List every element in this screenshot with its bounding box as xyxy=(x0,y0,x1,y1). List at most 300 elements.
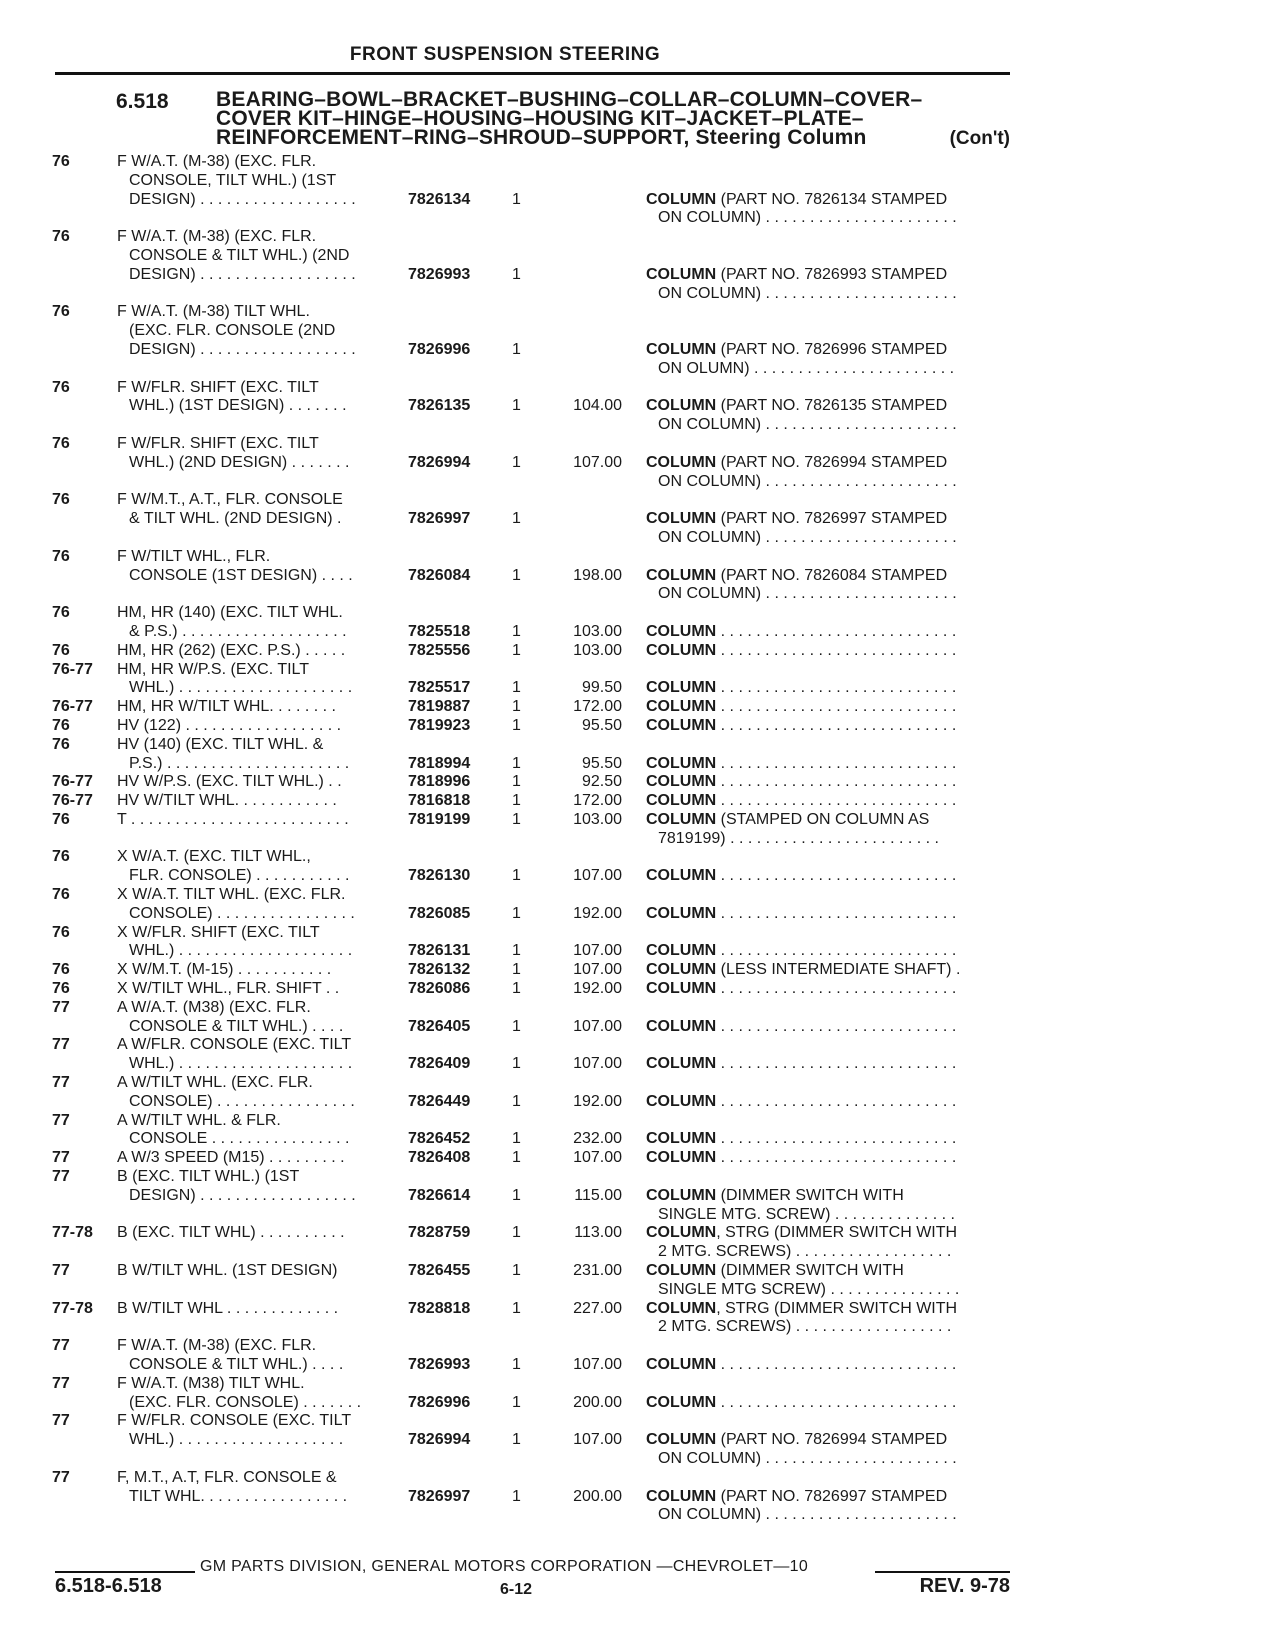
model-year: 77 xyxy=(52,1468,70,1486)
application-description xyxy=(117,924,387,962)
application-description xyxy=(117,811,387,830)
part-name-line: ON OLUMN) . . . . . . . . . . . . . . . . . . . . . . . xyxy=(658,359,955,377)
description-line: WHL.) . . . . . . . . . . . . . . . . . . . xyxy=(129,1431,344,1449)
price: 99.50 xyxy=(581,679,622,697)
part-name xyxy=(646,1093,1008,1112)
description-line: CONSOLE (1ST DESIGN) . . . . xyxy=(129,566,353,584)
part-name xyxy=(646,1055,1008,1074)
description-line: HM, HR (262) (EXC. P.S.) . . . . . xyxy=(117,641,346,659)
part-name-line: ON COLUMN) . . . . . . . . . . . . . . . . . . . . . . xyxy=(658,284,957,302)
quantity: 1 xyxy=(512,698,521,716)
table-row xyxy=(0,435,1280,491)
price: 192.00 xyxy=(573,1092,622,1110)
part-name xyxy=(646,454,1008,492)
application-description xyxy=(117,999,387,1037)
description-line: X W/A.T. (EXC. TILT WHL., xyxy=(117,848,311,866)
header-rule xyxy=(55,72,1010,75)
application-description xyxy=(117,491,387,529)
model-year: 76 xyxy=(52,491,70,509)
price: 107.00 xyxy=(573,1017,622,1035)
model-year: 76 xyxy=(52,434,70,452)
part-name-line: COLUMN (LESS INTERMEDIATE SHAFT) . xyxy=(646,961,961,979)
table-row xyxy=(0,999,1280,1037)
description-line: F W/A.T. (M-38) (EXC. FLR. xyxy=(117,153,317,170)
part-name-line: COLUMN (PART NO. 7826996 STAMPED xyxy=(646,340,948,358)
quantity: 1 xyxy=(512,754,521,772)
description-line: A W/TILT WHL. (EXC. FLR. xyxy=(117,1074,313,1092)
model-year: 77 xyxy=(52,1262,70,1280)
quantity: 1 xyxy=(512,792,521,810)
part-name xyxy=(646,698,1008,717)
table-row xyxy=(0,1337,1280,1375)
description-line: A W/A.T. (M38) (EXC. FLR. xyxy=(117,998,311,1016)
model-year: 76 xyxy=(52,641,70,659)
description-line: F W/A.T. (M-38) (EXC. FLR. xyxy=(117,228,317,246)
table-row xyxy=(0,698,1280,717)
description-line: F W/TILT WHL., FLR. xyxy=(117,547,271,565)
part-name-line: COLUMN . . . . . . . . . . . . . . . . . . . . . . . . . . . xyxy=(646,1092,957,1110)
description-line: CONSOLE) . . . . . . . . . . . . . . . . xyxy=(129,1092,355,1110)
part-name-line: COLUMN . . . . . . . . . . . . . . . . . . . . . . . . . . . xyxy=(646,716,957,734)
price: 198.00 xyxy=(573,566,622,584)
part-name xyxy=(646,642,1008,661)
model-year: 77 xyxy=(52,1149,70,1167)
description-line: A W/3 SPEED (M15) . . . . . . . . . xyxy=(117,1149,345,1167)
part-name-line: COLUMN (PART NO. 7826997 STAMPED xyxy=(646,1487,948,1505)
table-row xyxy=(0,1112,1280,1150)
description-line: F W/FLR. CONSOLE (EXC. TILT xyxy=(117,1412,352,1430)
model-year: 76 xyxy=(52,228,70,246)
quantity: 1 xyxy=(512,961,521,979)
part-number: 7819199 xyxy=(408,810,471,828)
part-number: 7826993 xyxy=(408,1356,471,1373)
part-name xyxy=(646,1431,1008,1469)
description-line: P.S.) . . . . . . . . . . . . . . . . . . . . . xyxy=(129,754,350,772)
price: 104.00 xyxy=(573,397,622,415)
model-year: 76-77 xyxy=(52,792,93,810)
part-name-line: ON COLUMN) . . . . . . . . . . . . . . . . . . . . . . xyxy=(658,416,957,434)
application-description xyxy=(117,642,387,661)
part-name-line: ON COLUMN) . . . . . . . . . . . . . . . . . . . . . . xyxy=(658,528,957,546)
quantity: 1 xyxy=(512,1130,521,1148)
part-name-line: SINGLE MTG. SCREW) . . . . . . . . . . . . . . xyxy=(658,1205,955,1223)
application-description xyxy=(117,1375,387,1413)
part-number: 7826996 xyxy=(408,340,471,358)
quantity: 1 xyxy=(512,1149,521,1167)
application-description xyxy=(117,661,387,699)
quantity: 1 xyxy=(512,340,521,358)
description-line: & P.S.) . . . . . . . . . . . . . . . . . . . xyxy=(129,622,347,640)
quantity: 1 xyxy=(512,942,521,960)
description-line: HM, HR W/P.S. (EXC. TILT xyxy=(117,660,310,678)
quantity: 1 xyxy=(512,1055,521,1073)
application-description xyxy=(117,1168,387,1206)
part-name xyxy=(646,623,1008,642)
description-line: WHL.) (1ST DESIGN) . . . . . . . xyxy=(129,397,347,415)
part-name xyxy=(646,1488,1008,1526)
model-year: 76 xyxy=(52,923,70,941)
model-year: 77 xyxy=(52,1374,70,1392)
application-description xyxy=(117,1112,387,1150)
table-row xyxy=(0,980,1280,999)
part-name-line: COLUMN (DIMMER SWITCH WITH xyxy=(646,1186,904,1204)
footer-page-number: 6-12 xyxy=(500,1581,533,1598)
part-name xyxy=(646,266,1008,304)
model-year: 77 xyxy=(52,1074,70,1092)
part-number: 7826996 xyxy=(408,1393,471,1411)
footer-revision: REV. 9-78 xyxy=(919,1575,1010,1597)
model-year: 76-77 xyxy=(52,698,93,716)
part-name-line: COLUMN . . . . . . . . . . . . . . . . . . . . . . . . . . . xyxy=(646,679,957,697)
part-name-line: COLUMN . . . . . . . . . . . . . . . . . . . . . . . . . . . xyxy=(646,773,957,791)
description-line: B (EXC. TILT WHL) . . . . . . . . . . xyxy=(117,1224,345,1242)
price: 227.00 xyxy=(573,1299,622,1317)
parts-list xyxy=(0,153,1280,1525)
price: 107.00 xyxy=(573,1055,622,1073)
description-line: B (EXC. TILT WHL.) (1ST xyxy=(117,1168,300,1186)
description-line: F W/A.T. (M38) TILT WHL. xyxy=(117,1374,305,1392)
table-row xyxy=(0,1375,1280,1413)
quantity: 1 xyxy=(512,773,521,791)
table-row xyxy=(0,1224,1280,1262)
part-name-line: COLUMN . . . . . . . . . . . . . . . . . . . . . . . . . . . xyxy=(646,980,957,998)
description-line: CONSOLE) . . . . . . . . . . . . . . . . xyxy=(129,904,355,922)
description-line: B W/TILT WHL . . . . . . . . . . . . . xyxy=(117,1299,339,1317)
quantity: 1 xyxy=(512,641,521,659)
part-number: 7816818 xyxy=(408,792,471,810)
model-year: 77 xyxy=(52,1412,70,1430)
description-line: CONSOLE & TILT WHL.) . . . . xyxy=(129,1356,344,1373)
quantity: 1 xyxy=(512,716,521,734)
price: 107.00 xyxy=(573,961,622,979)
application-description xyxy=(117,773,387,792)
part-number: 7825517 xyxy=(408,679,471,697)
part-number: 7828818 xyxy=(408,1299,471,1317)
quantity: 1 xyxy=(512,867,521,885)
part-name xyxy=(646,1130,1008,1149)
description-line: WHL.) . . . . . . . . . . . . . . . . . . . . xyxy=(129,942,353,960)
table-row xyxy=(0,717,1280,736)
model-year: 76 xyxy=(52,735,70,753)
table-row xyxy=(0,548,1280,604)
description-line: HV W/P.S. (EXC. TILT WHL.) . . xyxy=(117,773,342,791)
section-title-line-2: COVER KIT–HINGE–HOUSING–HOUSING KIT–JACKET–PLATE– xyxy=(216,107,864,130)
part-number: 7818996 xyxy=(408,773,471,791)
part-name xyxy=(646,1394,1008,1413)
description-line: CONSOLE & TILT WHL.) . . . . xyxy=(129,1017,344,1035)
application-description xyxy=(117,717,387,736)
model-year: 76 xyxy=(52,153,70,170)
table-row xyxy=(0,811,1280,849)
quantity: 1 xyxy=(512,1487,521,1505)
price: 115.00 xyxy=(574,1186,622,1204)
price: 192.00 xyxy=(573,904,622,922)
part-name-line: COLUMN . . . . . . . . . . . . . . . . . . . . . . . . . . . xyxy=(646,641,957,659)
price: 192.00 xyxy=(573,980,622,998)
price: 107.00 xyxy=(573,867,622,885)
quantity: 1 xyxy=(512,1224,521,1242)
description-line: F W/FLR. SHIFT (EXC. TILT xyxy=(117,434,319,452)
model-year: 76 xyxy=(52,810,70,828)
quantity: 1 xyxy=(512,679,521,697)
part-name-line: COLUMN (PART NO. 7826134 STAMPED xyxy=(646,190,948,208)
table-row xyxy=(0,303,1280,378)
part-name-line: ON COLUMN) . . . . . . . . . . . . . . . . . . . . . . xyxy=(658,1506,957,1524)
description-line: F W/M.T., A.T., FLR. CONSOLE xyxy=(117,491,343,509)
part-name xyxy=(646,1187,1008,1225)
model-year: 76 xyxy=(52,848,70,866)
description-line: DESIGN) . . . . . . . . . . . . . . . . . . xyxy=(129,190,356,208)
application-description xyxy=(117,1036,387,1074)
part-name-line: COLUMN . . . . . . . . . . . . . . . . . . . . . . . . . . . xyxy=(646,698,957,716)
quantity: 1 xyxy=(512,904,521,922)
part-name-line: COLUMN . . . . . . . . . . . . . . . . . . . . . . . . . . . xyxy=(646,622,957,640)
part-name-line: COLUMN (PART NO. 7826994 STAMPED xyxy=(646,1431,948,1449)
table-row xyxy=(0,1412,1280,1468)
application-description xyxy=(117,1412,387,1450)
part-name xyxy=(646,1149,1008,1168)
price: 107.00 xyxy=(573,1356,622,1373)
footer-corporation: GM PARTS DIVISION, GENERAL MOTORS CORPORATION —CHEVROLET—10 xyxy=(200,1558,809,1575)
part-name xyxy=(646,191,1008,229)
table-row xyxy=(0,1262,1280,1300)
price: 107.00 xyxy=(573,453,622,471)
application-description xyxy=(117,435,387,473)
table-row xyxy=(0,661,1280,699)
description-line: X W/M.T. (M-15) . . . . . . . . . . . xyxy=(117,961,332,979)
part-name-line: COLUMN (PART NO. 7826997 STAMPED xyxy=(646,510,948,528)
part-number: 7826130 xyxy=(408,867,471,885)
application-description xyxy=(117,886,387,924)
description-line: X W/TILT WHL., FLR. SHIFT . . xyxy=(117,980,340,998)
part-name-line: ON COLUMN) . . . . . . . . . . . . . . . . . . . . . . xyxy=(658,1449,957,1467)
quantity: 1 xyxy=(512,1186,521,1204)
description-line: A W/FLR. CONSOLE (EXC. TILT xyxy=(117,1036,352,1054)
application-description xyxy=(117,980,387,999)
part-number: 7826993 xyxy=(408,265,471,283)
price: 113.00 xyxy=(574,1224,622,1242)
description-line: DESIGN) . . . . . . . . . . . . . . . . . . xyxy=(129,340,356,358)
description-line: CONSOLE, TILT WHL.) (1ST xyxy=(129,171,337,189)
quantity: 1 xyxy=(512,453,521,471)
description-line: WHL.) . . . . . . . . . . . . . . . . . . . . xyxy=(129,1055,353,1073)
part-name xyxy=(646,811,1008,849)
table-row xyxy=(0,642,1280,661)
price: 95.50 xyxy=(581,716,622,734)
part-name-line: COLUMN . . . . . . . . . . . . . . . . . . . . . . . . . . . xyxy=(646,942,957,960)
quantity: 1 xyxy=(512,510,521,528)
description-line: (EXC. FLR. CONSOLE (2ND xyxy=(129,322,336,340)
description-line: A W/TILT WHL. & FLR. xyxy=(117,1111,281,1129)
description-line: CONSOLE . . . . . . . . . . . . . . . . xyxy=(129,1130,350,1148)
model-year: 76 xyxy=(52,378,70,396)
part-number: 7826085 xyxy=(408,904,471,922)
part-name xyxy=(646,905,1008,924)
application-description xyxy=(117,228,387,284)
table-row xyxy=(0,1168,1280,1224)
footer-rule-left xyxy=(55,1571,195,1573)
application-description xyxy=(117,1074,387,1112)
description-line: X W/A.T. TILT WHL. (EXC. FLR. xyxy=(117,886,346,904)
part-number: 7826994 xyxy=(408,1431,471,1449)
part-number: 7826084 xyxy=(408,566,471,584)
table-row xyxy=(0,773,1280,792)
part-name xyxy=(646,510,1008,548)
table-row xyxy=(0,1036,1280,1074)
part-number: 7826994 xyxy=(408,453,471,471)
application-description xyxy=(117,698,387,717)
application-description xyxy=(117,1149,387,1168)
quantity: 1 xyxy=(512,622,521,640)
quantity: 1 xyxy=(512,566,521,584)
quantity: 1 xyxy=(512,265,521,283)
price: 103.00 xyxy=(573,810,622,828)
price: 200.00 xyxy=(573,1393,622,1411)
part-name-line: ON COLUMN) . . . . . . . . . . . . . . . . . . . . . . xyxy=(658,209,957,227)
section-title xyxy=(216,90,1006,147)
part-name xyxy=(646,1300,1008,1338)
application-description xyxy=(117,153,387,209)
part-number: 7826405 xyxy=(408,1017,471,1035)
part-name xyxy=(646,792,1008,811)
description-line: F W/A.T. (M-38) TILT WHL. xyxy=(117,303,310,321)
model-year: 76 xyxy=(52,980,70,998)
table-row xyxy=(0,228,1280,303)
table-row xyxy=(0,1300,1280,1338)
part-name-line: COLUMN . . . . . . . . . . . . . . . . . . . . . . . . . . . xyxy=(646,1356,957,1373)
model-year: 76 xyxy=(52,303,70,321)
price: 107.00 xyxy=(573,942,622,960)
price: 107.00 xyxy=(573,1431,622,1449)
part-name-line: COLUMN (DIMMER SWITCH WITH xyxy=(646,1262,904,1280)
part-number: 7826408 xyxy=(408,1149,471,1167)
part-name xyxy=(646,1224,1008,1262)
quantity: 1 xyxy=(512,1431,521,1449)
quantity: 1 xyxy=(512,1017,521,1035)
part-number: 7826131 xyxy=(408,942,471,960)
part-number: 7818994 xyxy=(408,754,471,772)
price: 103.00 xyxy=(573,622,622,640)
price: 200.00 xyxy=(573,1487,622,1505)
quantity: 1 xyxy=(512,1299,521,1317)
description-line: CONSOLE & TILT WHL.) (2ND xyxy=(129,246,350,264)
quantity: 1 xyxy=(512,810,521,828)
part-number: 7826997 xyxy=(408,1487,471,1505)
description-line: TILT WHL. . . . . . . . . . . . . . . . . xyxy=(129,1487,348,1505)
application-description xyxy=(117,1337,387,1375)
model-year: 76 xyxy=(52,547,70,565)
part-name-line: COLUMN . . . . . . . . . . . . . . . . . . . . . . . . . . . xyxy=(646,867,957,885)
model-year: 77-78 xyxy=(52,1299,93,1317)
application-description xyxy=(117,1300,387,1319)
description-line: DESIGN) . . . . . . . . . . . . . . . . . . xyxy=(129,1186,356,1204)
part-name-line: COLUMN . . . . . . . . . . . . . . . . . . . . . . . . . . . xyxy=(646,904,957,922)
model-year: 77 xyxy=(52,1036,70,1054)
table-row xyxy=(0,961,1280,980)
application-description xyxy=(117,792,387,811)
part-name-line: COLUMN, STRG (DIMMER SWITCH WITH xyxy=(646,1224,958,1242)
application-description xyxy=(117,548,387,586)
description-line: WHL.) . . . . . . . . . . . . . . . . . . . . xyxy=(129,679,353,697)
quantity: 1 xyxy=(512,1393,521,1411)
description-line: HV (122) . . . . . . . . . . . . . . . . . . xyxy=(117,716,342,734)
part-number: 7819923 xyxy=(408,716,471,734)
model-year: 76-77 xyxy=(52,660,93,678)
description-line: (EXC. FLR. CONSOLE) . . . . . . . xyxy=(129,1393,362,1411)
application-description xyxy=(117,1469,387,1507)
model-year: 77-78 xyxy=(52,1224,93,1242)
part-number: 7826997 xyxy=(408,510,471,528)
part-name xyxy=(646,1356,1008,1375)
part-name-line: COLUMN . . . . . . . . . . . . . . . . . . . . . . . . . . . xyxy=(646,1055,957,1073)
application-description xyxy=(117,1224,387,1243)
part-name xyxy=(646,942,1008,961)
model-year: 76 xyxy=(52,961,70,979)
section-title-line-1: BEARING–BOWL–BRACKET–BUSHING–COLLAR–COLUMN–COVER– xyxy=(216,88,923,111)
part-name-line: COLUMN . . . . . . . . . . . . . . . . . . . . . . . . . . . xyxy=(646,1393,957,1411)
description-line: B W/TILT WHL. (1ST DESIGN) xyxy=(117,1262,338,1280)
part-name-line: ON COLUMN) . . . . . . . . . . . . . . . . . . . . . . xyxy=(658,585,957,603)
part-name xyxy=(646,773,1008,792)
part-name-line: ON COLUMN) . . . . . . . . . . . . . . . . . . . . . . xyxy=(658,472,957,490)
part-name-line: 7819199) . . . . . . . . . . . . . . . . . . . . . . . . xyxy=(658,829,939,847)
price: 172.00 xyxy=(573,792,622,810)
quantity: 1 xyxy=(512,190,521,208)
application-description xyxy=(117,303,387,359)
part-number: 7825556 xyxy=(408,641,471,659)
model-year: 77 xyxy=(52,998,70,1016)
model-year: 76-77 xyxy=(52,773,93,791)
part-number: 7826449 xyxy=(408,1092,471,1110)
part-name xyxy=(646,567,1008,605)
price: 107.00 xyxy=(573,1149,622,1167)
model-year: 77 xyxy=(52,1111,70,1129)
section-number: 6.518 xyxy=(116,90,169,113)
description-line: DESIGN) . . . . . . . . . . . . . . . . . . xyxy=(129,265,356,283)
part-number: 7825518 xyxy=(408,622,471,640)
price: 95.50 xyxy=(581,754,622,772)
part-number: 7826409 xyxy=(408,1055,471,1073)
page-title: FRONT SUSPENSION STEERING xyxy=(349,44,661,65)
part-number: 7826086 xyxy=(408,980,471,998)
model-year: 77 xyxy=(52,1337,70,1355)
quantity: 1 xyxy=(512,1262,521,1280)
part-name xyxy=(646,341,1008,379)
description-line: HM, HR W/TILT WHL. . . . . . . . xyxy=(117,698,336,716)
price: 92.50 xyxy=(581,773,622,791)
table-row xyxy=(0,924,1280,962)
part-name xyxy=(646,679,1008,698)
price: 231.00 xyxy=(573,1262,622,1280)
part-name-line: SINGLE MTG SCREW) . . . . . . . . . . . . . . . xyxy=(658,1280,960,1298)
price: 103.00 xyxy=(573,641,622,659)
part-number: 7826134 xyxy=(408,190,471,208)
part-name-line: COLUMN (STAMPED ON COLUMN AS xyxy=(646,810,930,828)
description-line: F, M.T., A.T, FLR. CONSOLE & xyxy=(117,1468,337,1486)
description-line: HV (140) (EXC. TILT WHL. & xyxy=(117,735,324,753)
table-row xyxy=(0,1149,1280,1168)
price: 172.00 xyxy=(573,698,622,716)
description-line: HV W/TILT WHL. . . . . . . . . . . . xyxy=(117,792,337,810)
part-number: 7828759 xyxy=(408,1224,471,1242)
table-row xyxy=(0,792,1280,811)
quantity: 1 xyxy=(512,1092,521,1110)
part-name xyxy=(646,755,1008,774)
application-description xyxy=(117,604,387,642)
table-row xyxy=(0,1074,1280,1112)
table-row xyxy=(0,848,1280,886)
model-year: 76 xyxy=(52,886,70,904)
